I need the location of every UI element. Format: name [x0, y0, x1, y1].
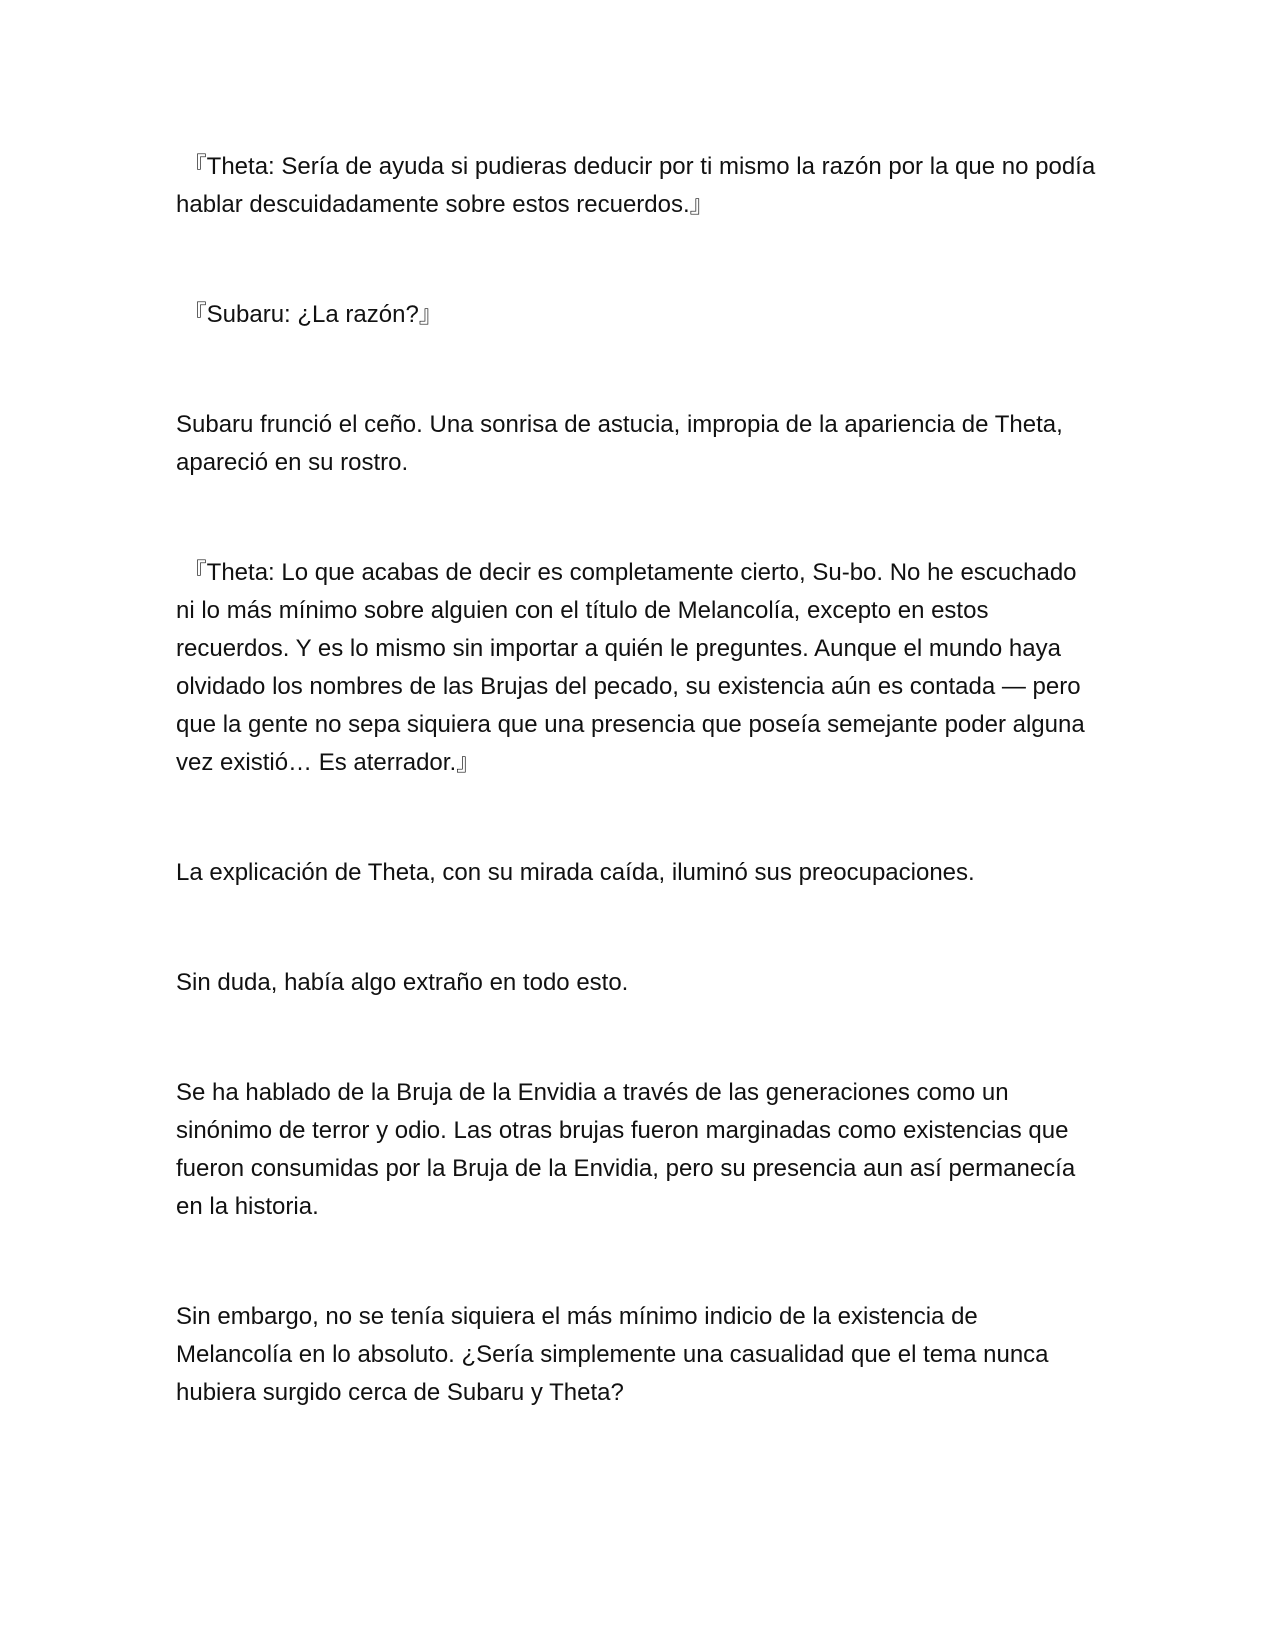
dialogue-paragraph: 『Theta: Lo que acabas de decir es completamente cierto, Su-bo. No he escuchado ni lo más mínimo sobre alguien con el título de Melancolía, excepto en estos recuerdos. Y es lo mismo sin importar a quién le preguntes. Aunque el mundo haya olvidado los nombres de las Brujas del pecado, su existencia aún es contada — pero que la gente no sepa siquiera que una presencia que poseía semejante poder alguna vez existió… Es aterrador.』 [176, 559, 1092, 776]
dialogue-paragraph: 『Theta: Sería de ayuda si pudieras deducir por ti mismo la razón por la que no podía hablar descuidadamente sobre estos recuerdos.』 [176, 153, 1102, 218]
narration-paragraph: Sin embargo, no se tenía siquiera el más mínimo indicio de la existencia de Melancolía en lo absoluto. ¿Sería simplemente una casualidad que el tema nunca hubiera surgido cerca de Subaru y Theta? [176, 1303, 1056, 1406]
narration-paragraph: Sin duda, había algo extraño en todo esto. [176, 969, 629, 996]
narration-paragraph: Subaru frunció el ceño. Una sonrisa de astucia, impropia de la apariencia de Theta, apareció en su rostro. [176, 411, 1070, 476]
narration-paragraph: La explicación de Theta, con su mirada caída, iluminó sus preocupaciones. [176, 859, 975, 886]
narration-paragraph: Se ha hablado de la Bruja de la Envidia a través de las generaciones como un sinónimo de terror y odio. Las otras brujas fueron marginadas como existencias que fueron consumidas por la Bruja de la Envidia, pero su presencia aun así permanecía en la historia. [176, 1079, 1082, 1220]
dialogue-paragraph: 『Subaru: ¿La razón?』 [176, 301, 443, 328]
document-body [176, 148, 1102, 1412]
